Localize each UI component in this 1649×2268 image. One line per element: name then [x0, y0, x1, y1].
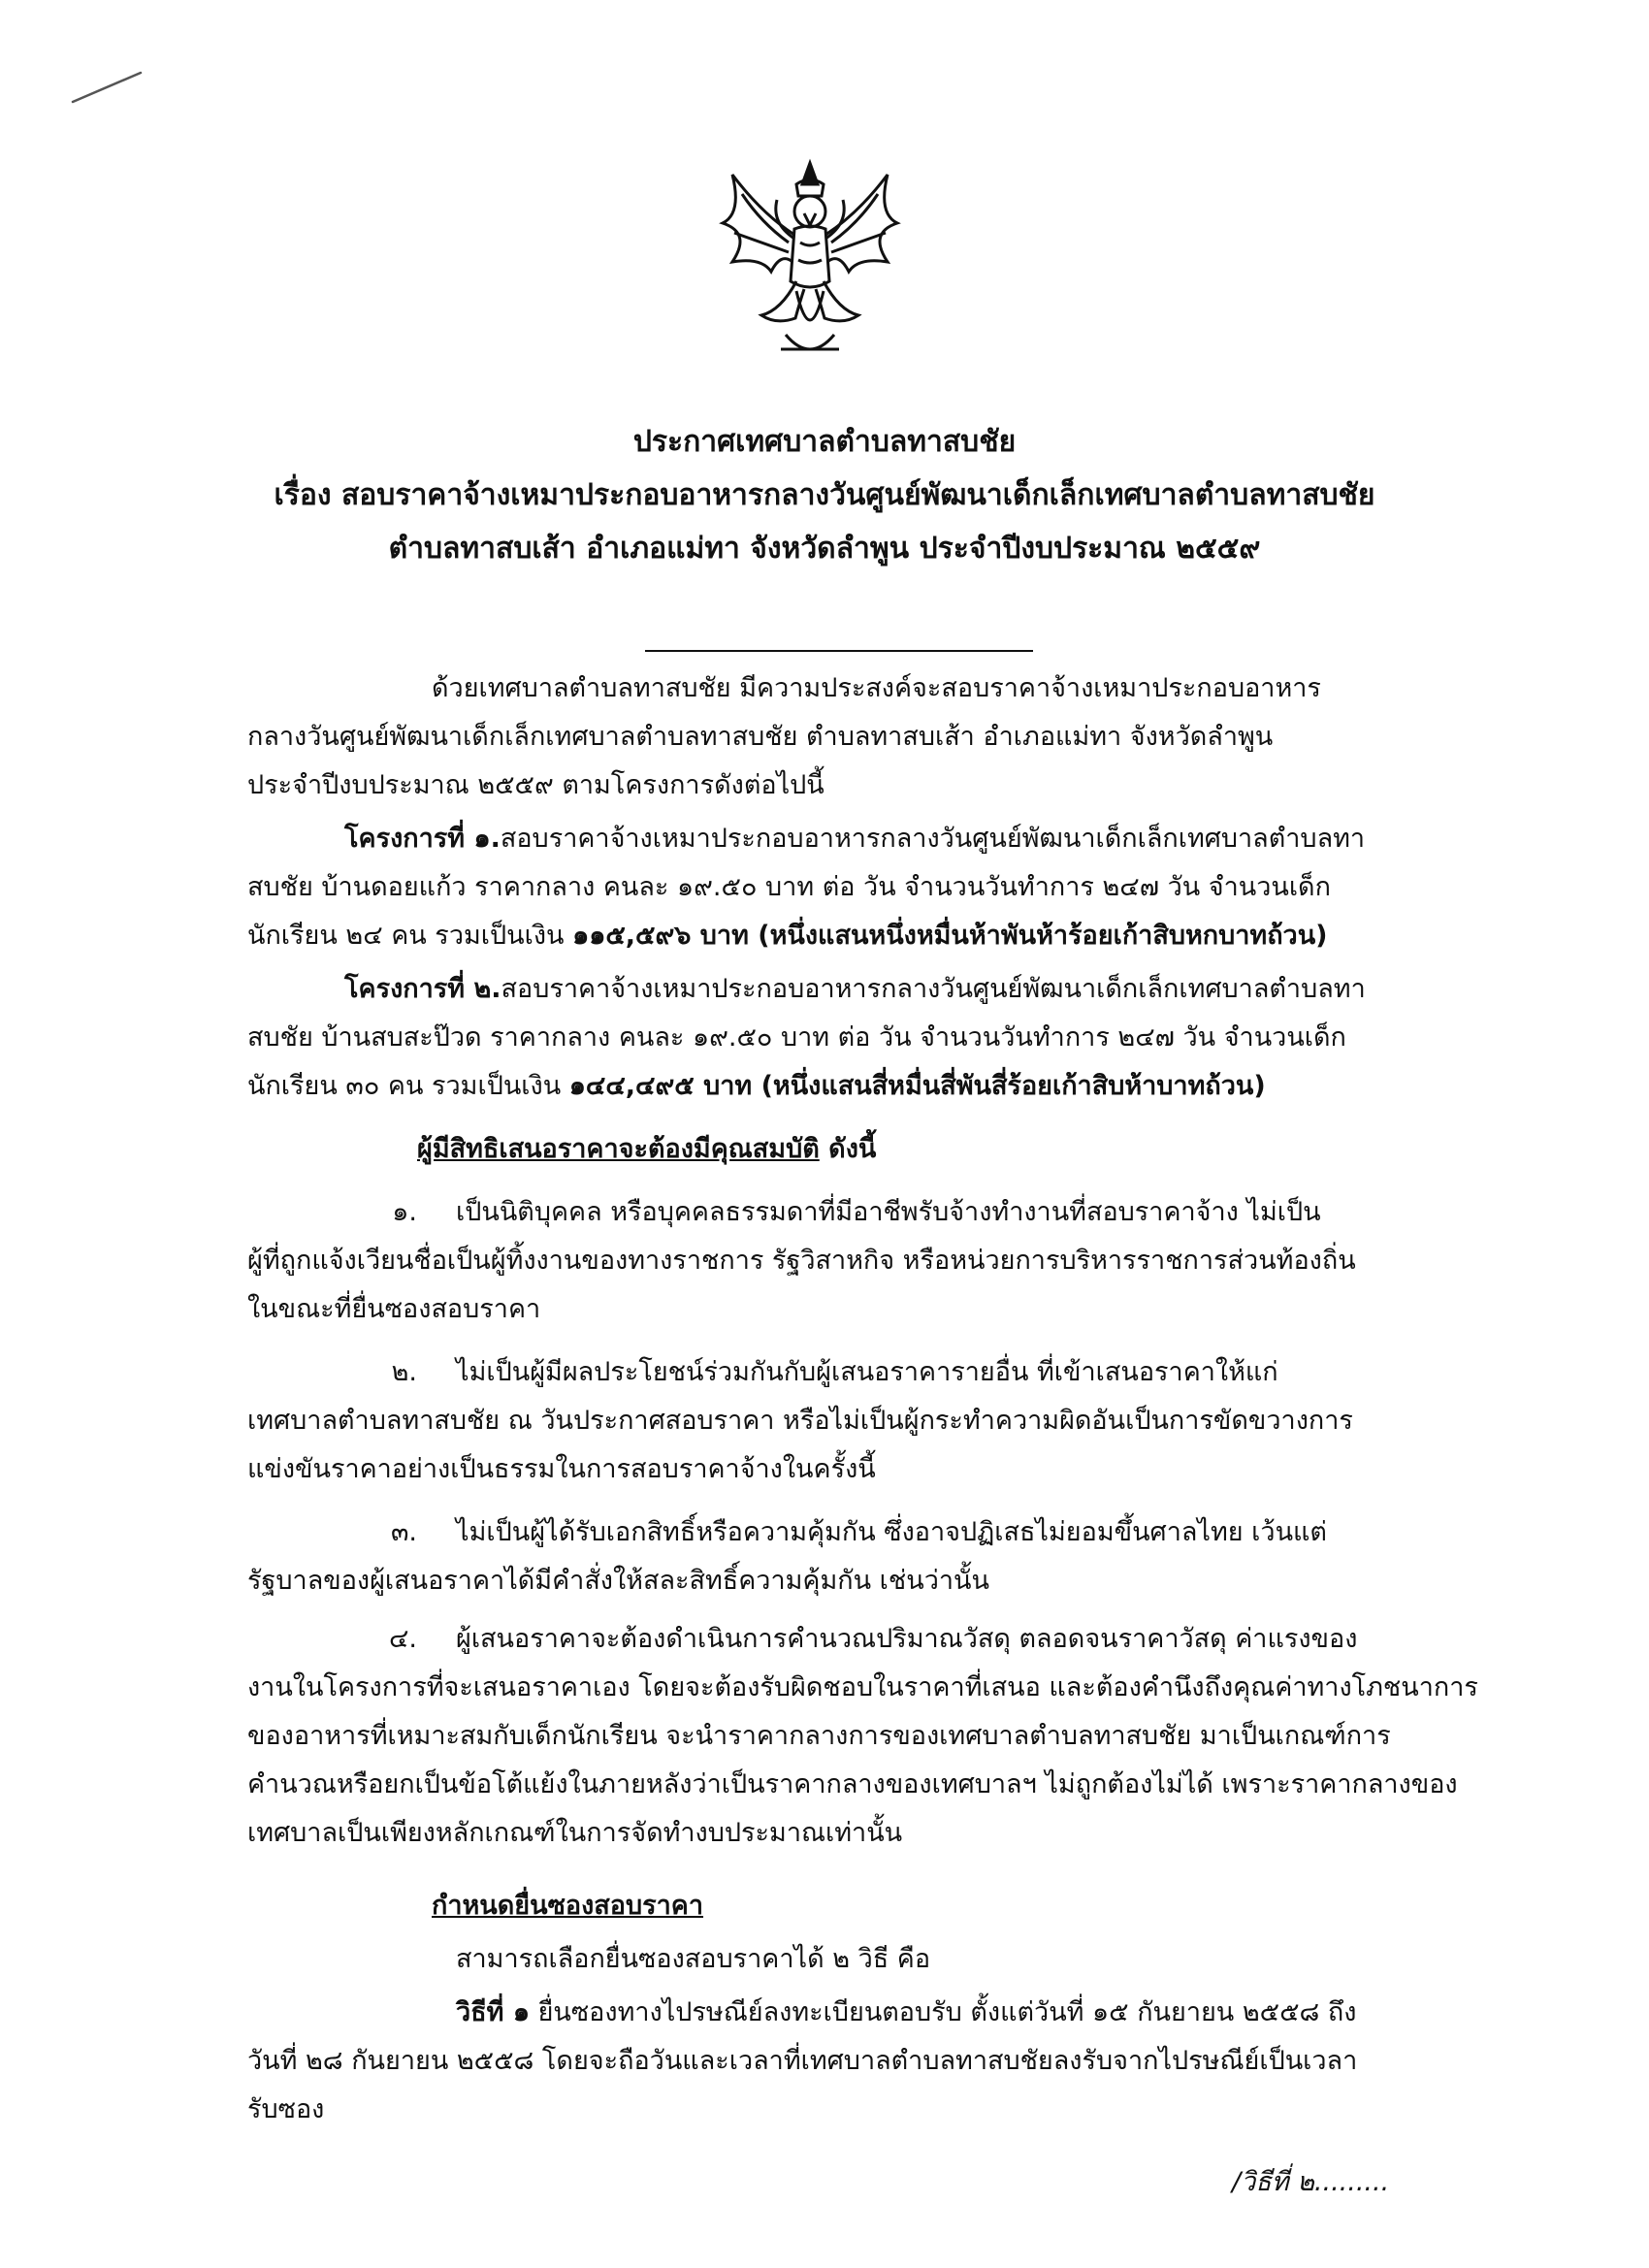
submission-heading: กำหนดยื่นซองสอบราคา: [432, 1891, 704, 1921]
project-2-label: โครงการที่ ๒.: [344, 974, 501, 1004]
project-2-line-3: นักเรียน ๓๐ คน รวมเป็นเงิน ๑๔๔,๔๙๕ บาท (หนึ่งแสนสี่หมื่นสี่พันสี่ร้อยเก้าสิบห้าบาทถ้วน): [247, 1071, 1266, 1101]
project-2-line-1: โครงการที่ ๒.สอบราคาจ้างเหมาประกอบอาหารกลางวันศูนย์พัฒนาเด็กเล็กเทศบาลตำบลทา: [344, 974, 1366, 1004]
title-line-3: ตำบลทาสบเส้า อำเภอแม่ทา จังหวัดลำพูน ประจำปีงบประมาณ ๒๕๕๙: [388, 532, 1261, 566]
qualification-item-4-line-4: คำนวณหรือยกเป็นข้อโต้แย้งในภายหลังว่าเป็นราคากลางของเทศบาลฯ ไม่ถูกต้องไม่ได้ เพราะราคากลางของ: [247, 1769, 1458, 1799]
project-2-amount: ๑๔๔,๔๙๕ บาท (หนึ่งแสนสี่หมื่นสี่พันสี่ร้อยเก้าสิบห้าบาทถ้วน): [568, 1071, 1266, 1101]
qualification-item-1-line-2: ผู้ที่ถูกแจ้งเวียนชื่อเป็นผู้ทิ้งงานของทางราชการ รัฐวิสาหกิจ หรือหน่วยการบริหารราชการส่วนท้องถิ่น: [247, 1246, 1356, 1276]
submission-method-1-line-3: รับซอง: [247, 2094, 325, 2124]
intro-line-2: กลางวันศูนย์พัฒนาเด็กเล็กเทศบาลตำบลทาสบชัย ตำบลทาสบเส้า อำเภอแม่ทา จังหวัดลำพูน: [247, 722, 1274, 752]
pen-mark: [68, 68, 146, 107]
project-1-line-1: โครงการที่ ๑.สอบราคาจ้างเหมาประกอบอาหารกลางวันศูนย์พัฒนาเด็กเล็กเทศบาลตำบลทา: [344, 824, 1366, 854]
project-1-label: โครงการที่ ๑.: [344, 824, 501, 854]
project-1-line-2: สบชัย บ้านดอยแก้ว ราคากลาง คนละ ๑๙.๕๐ บาท ต่อ วัน จำนวนวันทำการ ๒๔๗ วัน จำนวนเด็ก: [247, 872, 1331, 902]
submission-intro: สามารถเลือกยื่นซองสอบราคาได้ ๒ วิธี คือ: [456, 1944, 931, 1974]
qualification-item-4-line-2: งานในโครงการที่จะเสนอราคาเอง โดยจะต้องรับผิดชอบในราคาที่เสนอ และต้องคำนึงถึงคุณค่าทางโภชนาการ: [247, 1672, 1478, 1702]
qualification-item-1: ๑. เป็นนิติบุคคล หรือบุคคลธรรมดาที่มีอาชีพรับจ้างทำงานที่สอบราคาจ้าง ไม่เป็น: [392, 1197, 1321, 1227]
intro-line-3: ประจำปีงบประมาณ ๒๕๕๙ ตามโครงการดังต่อไปนี้: [247, 770, 824, 800]
method-1-label: วิธีที่ ๑: [456, 1997, 530, 2027]
project-1-line-3: นักเรียน ๒๔ คน รวมเป็นเงิน ๑๑๕,๕๙๖ บาท (หนึ่งแสนหนึ่งหมื่นห้าพันห้าร้อยเก้าสิบหกบาทถ้วน): [247, 921, 1328, 951]
qualification-item-2-line-2: เทศบาลตำบลทาสบชัย ณ วันประกาศสอบราคา หรือไม่เป็นผู้กระทำความผิดอันเป็นการขัดขวางการ: [247, 1406, 1353, 1436]
qualification-item-4: ๔. ผู้เสนอราคาจะต้องดำเนินการคำนวณปริมาณวัสดุ ตลอดจนราคาวัสดุ ค่าแรงของ: [388, 1624, 1358, 1654]
qualification-item-1-line-3: ในขณะที่ยื่นซองสอบราคา: [247, 1294, 541, 1324]
page-continuation: /วิธีที่ ๒.........: [1232, 2167, 1390, 2197]
title-divider: [645, 650, 1033, 652]
qualification-item-3: ๓. ไม่เป็นผู้ได้รับเอกสิทธิ์หรือความคุ้มกัน ซึ่งอาจปฏิเสธไม่ยอมขึ้นศาลไทย เว้นแต่: [390, 1517, 1327, 1547]
project-1-amount: ๑๑๕,๕๙๖ บาท (หนึ่งแสนหนึ่งหมื่นห้าพันห้าร้อยเก้าสิบหกบาทถ้วน): [572, 921, 1328, 951]
qualification-item-4-line-3: ของอาหารที่เหมาะสมกับเด็กนักเรียน จะนำราคากลางการของเทศบาลตำบลทาสบชัย มาเป็นเกณฑ์การ: [247, 1721, 1391, 1751]
qualifications-heading: ผู้มีสิทธิเสนอราคาจะต้องมีคุณสมบัติ ดังนี้: [417, 1134, 877, 1164]
qualification-item-2-line-3: แข่งขันราคาอย่างเป็นธรรมในการสอบราคาจ้างในครั้งนี้: [247, 1454, 876, 1484]
qualification-item-3-line-2: รัฐบาลของผู้เสนอราคาได้มีคำสั่งให้สละสิทธิ์ความคุ้มกัน เช่นว่านั้น: [247, 1566, 989, 1596]
intro-line-1: ด้วยเทศบาลตำบลทาสบชัย มีความประสงค์จะสอบราคาจ้างเหมาประกอบอาหาร: [432, 673, 1321, 703]
project-2-line-2: สบชัย บ้านสบสะป๊วด ราคากลาง คนละ ๑๙.๕๐ บาท ต่อ วัน จำนวนวันทำการ ๒๔๗ วัน จำนวนเด็ก: [247, 1022, 1346, 1053]
submission-method-1-line-2: วันที่ ๒๘ กันยายน ๒๕๕๘ โดยจะถือวันและเวลาที่เทศบาลตำบลทาสบชัยลงรับจากไปรษณีย์เป็นเวลา: [247, 2046, 1358, 2076]
title-line-2: เรื่อง สอบราคาจ้างเหมาประกอบอาหารกลางวันศูนย์พัฒนาเด็กเล็กเทศบาลตำบลทาสบชัย: [274, 478, 1375, 512]
title-line-1: ประกาศเทศบาลตำบลทาสบชัย: [632, 425, 1017, 459]
qualification-item-2: ๒. ไม่เป็นผู้มีผลประโยชน์ร่วมกันกับผู้เสนอราคารายอื่น ที่เข้าเสนอราคาให้แก่: [391, 1357, 1278, 1387]
submission-method-1: วิธีที่ ๑ ยื่นซองทางไปรษณีย์ลงทะเบียนตอบรับ ตั้งแต่วันที่ ๑๕ กันยายน ๒๕๕๘ ถึง: [456, 1997, 1357, 2027]
garuda-emblem-icon: [703, 155, 917, 369]
qualification-item-4-line-5: เทศบาลเป็นเพียงหลักเกณฑ์ในการจัดทำงบประมาณเท่านั้น: [247, 1818, 903, 1848]
